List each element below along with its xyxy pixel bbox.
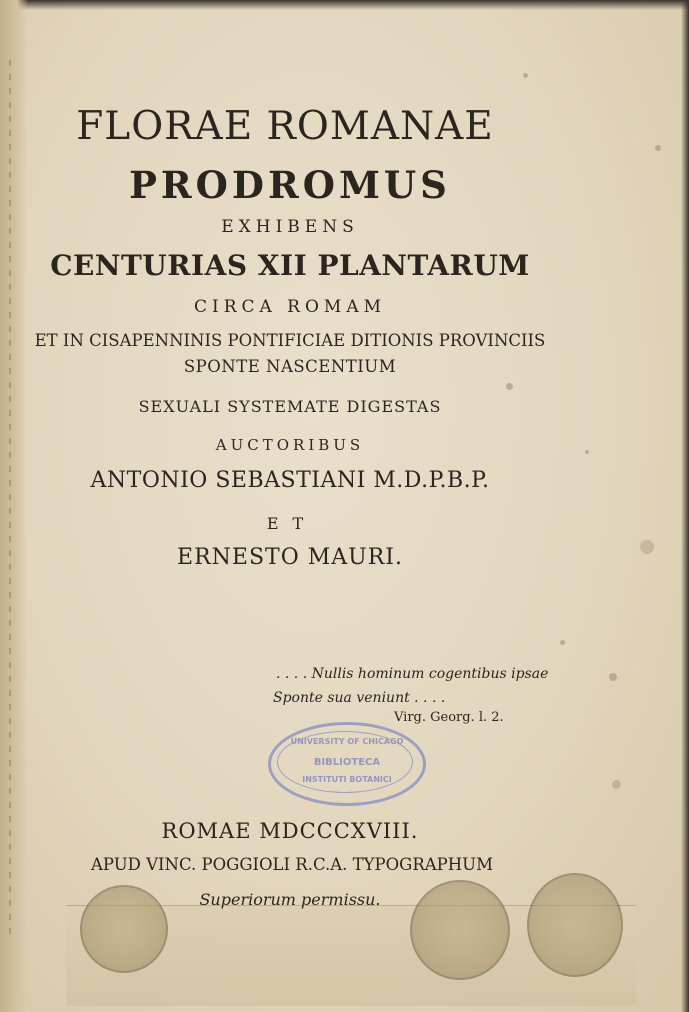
title-line-3: EXHIBENS	[221, 217, 359, 237]
foxing-spot	[609, 673, 617, 681]
top-edge-shadow	[0, 0, 689, 10]
title-line-1: FLORAE ROMANAE	[76, 104, 494, 149]
foxing-spot	[612, 780, 621, 789]
author-2: ERNESTO MAURI.	[177, 545, 403, 570]
epigraph-citation: Virg. Georg. l. 2.	[394, 710, 504, 725]
right-edge-shadow	[681, 0, 689, 1012]
title-line-8: SEXUALI SYSTEMATE DIGESTAS	[138, 397, 442, 416]
title-line-2: PRODROMUS	[129, 163, 451, 207]
imprint-printer: APUD VINC. POGGIOLI R.C.A. TYPOGRAPHUM	[91, 855, 493, 874]
foxing-spot	[560, 640, 565, 645]
title-line-4: CENTURIAS XII PLANTARUM	[50, 249, 530, 282]
epigraph-line-2: Sponte sua veniunt . . . .	[273, 690, 446, 706]
stamp-line-2: BIBLIOTECA	[313, 757, 381, 768]
author-1: ANTONIO SEBASTIANI M.D.P.B.P.	[90, 468, 490, 493]
foxing-spot	[640, 540, 654, 554]
foxing-spot	[655, 145, 661, 151]
imprint-permission: Superiorum permissu.	[199, 890, 381, 909]
stamp-line-3: INSTITUTI BOTANICI	[302, 775, 392, 784]
damaged-seal-right	[527, 873, 623, 977]
title-line-7: SPONTE NASCENTIUM	[183, 357, 397, 376]
conjunction-et: ET	[266, 514, 318, 533]
library-stamp	[268, 722, 426, 806]
imprint-place-date: ROMAE MDCCCXVIII.	[161, 819, 419, 843]
title-line-9: AUCTORIBUS	[215, 436, 365, 454]
title-line-5: CIRCA ROMAM	[193, 297, 387, 317]
stamp-line-1: UNIVERSITY OF CHICAGO	[290, 737, 404, 746]
foxing-spot	[506, 383, 513, 390]
foxing-spot	[523, 73, 528, 78]
epigraph-line-1: . . . . Nullis hominum cogentibus ipsae	[276, 666, 549, 682]
title-line-6: ET IN CISAPENNINIS PONTIFICIAE DITIONIS PROVINCIIS	[34, 331, 546, 350]
